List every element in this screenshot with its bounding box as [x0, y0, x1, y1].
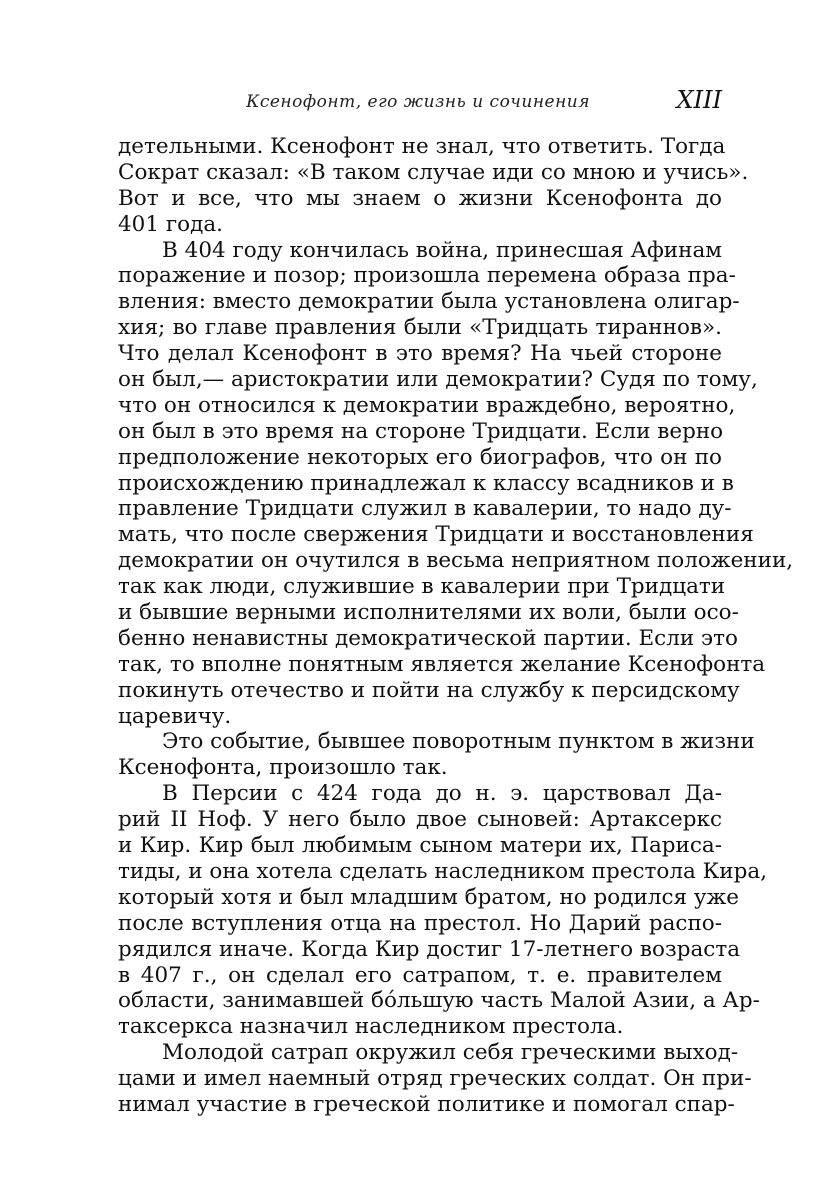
- text-line: царевичу.: [118, 703, 232, 729]
- text-line: В 404 году кончилась война, принесшая Афинам: [162, 237, 722, 263]
- text-line: предположение некоторых его биографов, что он по: [118, 444, 722, 470]
- paragraph-4: [118, 781, 768, 1040]
- text-line: хия; во главе правления были «Тридцать тираннов».: [118, 315, 722, 341]
- text-line: рядился иначе. Когда Кир достиг 17-летнего возраста: [118, 936, 741, 962]
- text-line: цами и имел наемный отряд греческих солдат. Он при-: [118, 1066, 752, 1092]
- text-line: что он относился к демократии враждебно, вероятно,: [118, 392, 736, 418]
- text-line: детельными. Ксенофонт не знал, что ответить. Тогда: [118, 134, 726, 159]
- text-line: нимал участие в греческой политике и помогал спар-: [118, 1091, 735, 1117]
- text-line: тиды, и она хотела сделать наследником престола Кира,: [118, 858, 768, 884]
- paragraph-1: [118, 134, 749, 238]
- running-head: [118, 86, 722, 118]
- text-line: Вот и все, что мы знаем о жизни Ксенофонта до: [118, 185, 722, 211]
- paragraph-3: [118, 729, 755, 781]
- page-number: XIII: [676, 86, 722, 114]
- text-line: Ксенофонта, произошло так.: [118, 755, 448, 781]
- text-line: Сократ сказал: «В таком случае иди со мною и учись».: [118, 159, 749, 185]
- text-line: бенно ненавистны демократической партии. Если это: [118, 625, 738, 651]
- text-line: так как люди, служившие в кавалерии при Тридцати: [118, 574, 726, 600]
- text-line: 401 года.: [118, 211, 223, 237]
- text-line: покинуть отечество и пойти на службу к персидскому: [118, 677, 740, 703]
- text-line: и бывшие верными исполнителями их воли, были осо-: [118, 600, 739, 626]
- text-line: В Персии с 424 года до н. э. царствовал Да-: [162, 781, 722, 807]
- text-line: происхождению принадлежал к классу всадников и в: [118, 470, 734, 496]
- text-line: он был,— аристократии или демократии? Судя по тому,: [118, 367, 758, 393]
- text-line: в 407 г., он сделал его сатрапом, т. е. правителем: [118, 962, 722, 988]
- text-line: области, занимавшей бóльшую часть Малой Азии, а Ар-: [118, 988, 760, 1014]
- body-text: [118, 134, 794, 1118]
- text-line: после вступления отца на престол. Но Дарий распо-: [118, 910, 722, 936]
- text-line: демократии он очутился в весьма неприятном положении,: [118, 548, 794, 574]
- paragraph-2: [118, 237, 794, 730]
- text-line: он был в это время на стороне Тридцати. Если верно: [118, 418, 724, 444]
- text-line: поражение и позор; произошла перемена образа пра-: [118, 263, 736, 289]
- text-line: который хотя и был младшим братом, но родился уже: [118, 884, 740, 910]
- text-line: правление Тридцати служил в кавалерии, то надо ду-: [118, 496, 732, 522]
- text-line: Это событие, бывшее поворотным пунктом в жизни: [162, 729, 755, 755]
- running-head-title: Ксенофонт, его жизнь и сочинения: [246, 92, 590, 112]
- text-line: вления: вместо демократии была установлена олигар-: [118, 289, 740, 315]
- text-line: Что делал Ксенофонт в это время? На чьей стороне: [118, 341, 722, 367]
- text-line: рий II Ноф. У него было двое сыновей: Артаксеркс: [118, 807, 722, 833]
- text-line: Молодой сатрап окружил себя греческими выход-: [162, 1040, 739, 1066]
- text-line: мать, что после свержения Тридцати и восстановления: [118, 522, 754, 548]
- text-line: таксеркса назначил наследником престола.: [118, 1014, 624, 1040]
- paragraph-5: [118, 1040, 752, 1118]
- text-line: так, то вполне понятным является желание Ксенофонта: [118, 651, 766, 677]
- text-line: и Кир. Кир был любимым сыном матери их, Париса-: [118, 833, 722, 859]
